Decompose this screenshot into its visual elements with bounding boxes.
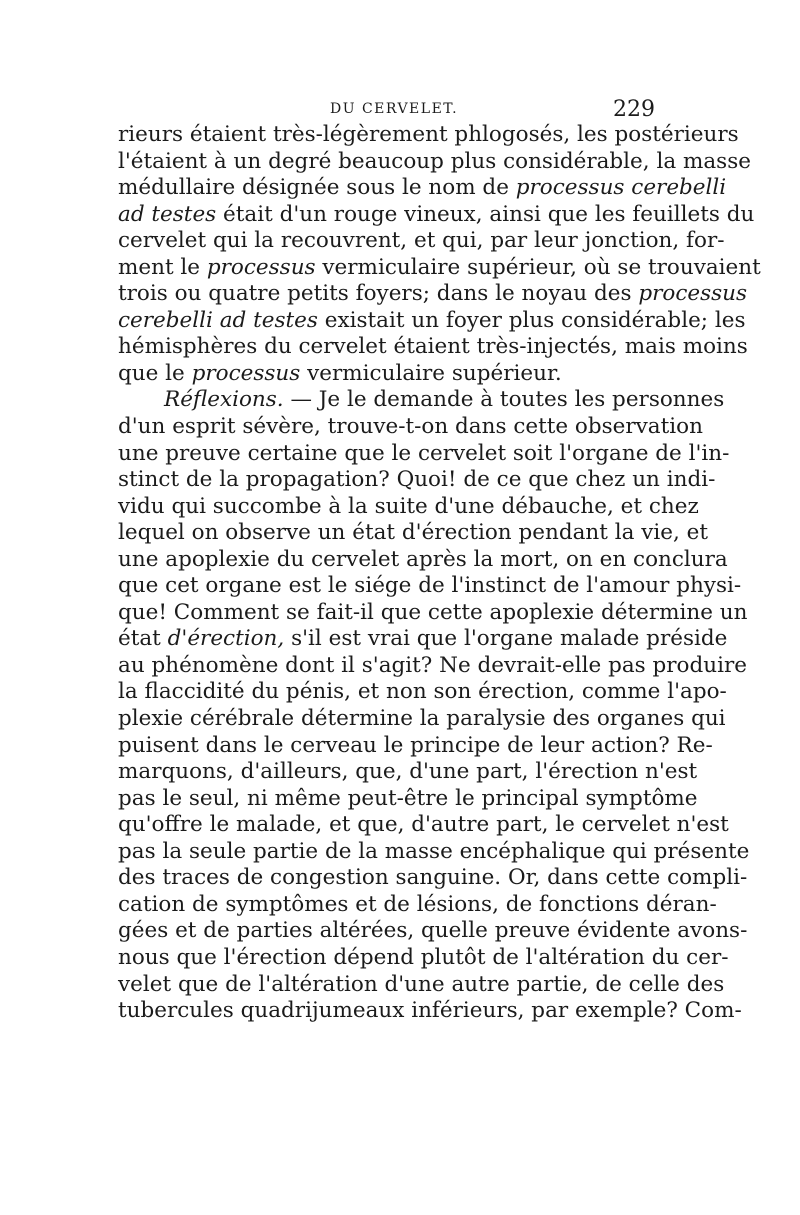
- text-line-content: pas la seule partie de la masse encéphalique qui présente: [118, 838, 750, 864]
- text-line: [118, 414, 703, 441]
- text-line: [118, 228, 725, 255]
- text-line: [118, 599, 748, 627]
- text-line: [118, 573, 742, 600]
- text-line: [118, 865, 748, 892]
- text-line: [118, 520, 709, 547]
- text-line: [118, 334, 748, 361]
- text-line-content: rieurs étaient très-légèrement phlogosés, les postérieurs: [118, 122, 739, 147]
- text-line: [118, 918, 748, 945]
- text-line-content: l'étaient à un degré beaucoup plus considérable, la masse: [118, 148, 751, 174]
- text-line-content: gées et de parties altérées, quelle preuve évidente avons-: [118, 918, 748, 944]
- text-line: [118, 759, 698, 786]
- text-line: [118, 307, 746, 335]
- text-line-content: que le processus vermiculaire supérieur.: [118, 360, 562, 386]
- text-line: [118, 175, 727, 202]
- text-line: [118, 626, 728, 653]
- text-line: [118, 679, 727, 706]
- text-line: [118, 998, 742, 1025]
- text-line: [118, 122, 739, 149]
- text-line: [118, 971, 725, 999]
- text-line-content: marquons, d'ailleurs, que, d'une part, l'érection n'est: [118, 759, 698, 785]
- text-line-content: cervelet qui la recouvrent, et qui, par leur jonction, for-: [118, 228, 725, 254]
- text-line-content: ad testes était d'un rouge vineux, ainsi que les feuillets du: [118, 201, 755, 227]
- text-line: [118, 387, 725, 414]
- text-line: [118, 493, 699, 521]
- text-line-content: vidu qui succombe à la suite d'une débauche, et chez: [118, 493, 699, 519]
- text-line-content: tubercules quadrijumeaux inférieurs, par exemple? Com-: [118, 998, 742, 1024]
- page-number: 229: [613, 97, 655, 122]
- text-line-content: Réflexions. — Je le demande à toutes les personnes: [164, 387, 725, 413]
- text-line: [118, 785, 698, 813]
- text-line: [118, 838, 750, 866]
- text-line-content: la flaccidité du pénis, et non son érection, comme l'apo-: [118, 679, 727, 705]
- text-line: [118, 546, 728, 574]
- text-line-content: puisent dans le cerveau le principe de leur action? Re-: [118, 732, 713, 758]
- body-text: [118, 122, 761, 1025]
- text-line-content: velet que de l'altération d'une autre partie, de celle des: [118, 971, 725, 997]
- text-line: [118, 652, 747, 680]
- text-line: [118, 732, 713, 760]
- text-line-content: nous que l'érection dépend plutôt de l'altération du cer-: [118, 944, 729, 970]
- text-line: [118, 361, 678, 388]
- text-line-content: une preuve certaine que le cervelet soit l'organe de l'in-: [118, 440, 730, 466]
- text-line: [118, 706, 726, 733]
- text-line-content: au phénomène dont il s'agit? Ne devrait-elle pas produire: [118, 652, 747, 678]
- text-line-content: plexie cérébrale détermine la paralysie des organes qui: [118, 706, 726, 732]
- text-line-content: stinct de la propagation? Quoi! de ce que chez un indi-: [118, 467, 716, 493]
- text-line-content: ment le processus vermiculaire supérieur, où se trouvaient: [118, 254, 761, 280]
- text-line: [118, 944, 729, 972]
- running-head: DU CERVELET.: [330, 101, 459, 117]
- text-line-content: état d'érection, s'il est vrai que l'organe malade préside: [118, 626, 728, 652]
- text-line: [118, 201, 755, 229]
- text-line: [118, 281, 748, 308]
- text-line: [118, 812, 729, 839]
- text-line-content: médullaire désignée sous le nom de processus cerebelli: [118, 175, 727, 201]
- text-line-content: qu'offre le malade, et que, d'autre part, le cervelet n'est: [118, 812, 729, 838]
- text-line-content: trois ou quatre petits foyers; dans le noyau des processus: [118, 281, 748, 307]
- text-line: [118, 440, 730, 468]
- text-line-content: que! Comment se fait-il que cette apoplexie détermine un: [118, 599, 748, 625]
- text-line-content: une apoplexie du cervelet après la mort, on en conclura: [118, 546, 728, 572]
- text-line-content: lequel on observe un état d'érection pendant la vie, et: [118, 520, 709, 546]
- text-line-content: hémisphères du cervelet étaient très-injectés, mais moins: [118, 334, 748, 360]
- text-line-content: cerebelli ad testes existait un foyer plus considérable; les: [118, 307, 746, 333]
- text-line-content: pas le seul, ni même peut-être le principal symptôme: [118, 785, 698, 811]
- text-line-content: cation de symptômes et de lésions, de fonctions déran-: [118, 891, 717, 917]
- text-line-content: que cet organe est le siége de l'instinct de l'amour physi-: [118, 573, 742, 599]
- text-line-content: des traces de congestion sanguine. Or, dans cette compli-: [118, 865, 748, 891]
- text-line: [118, 467, 716, 494]
- text-line: [118, 148, 751, 176]
- text-line: [118, 254, 761, 282]
- text-line-content: d'un esprit sévère, trouve-t-on dans cette observation: [118, 414, 703, 440]
- text-line: [118, 891, 717, 919]
